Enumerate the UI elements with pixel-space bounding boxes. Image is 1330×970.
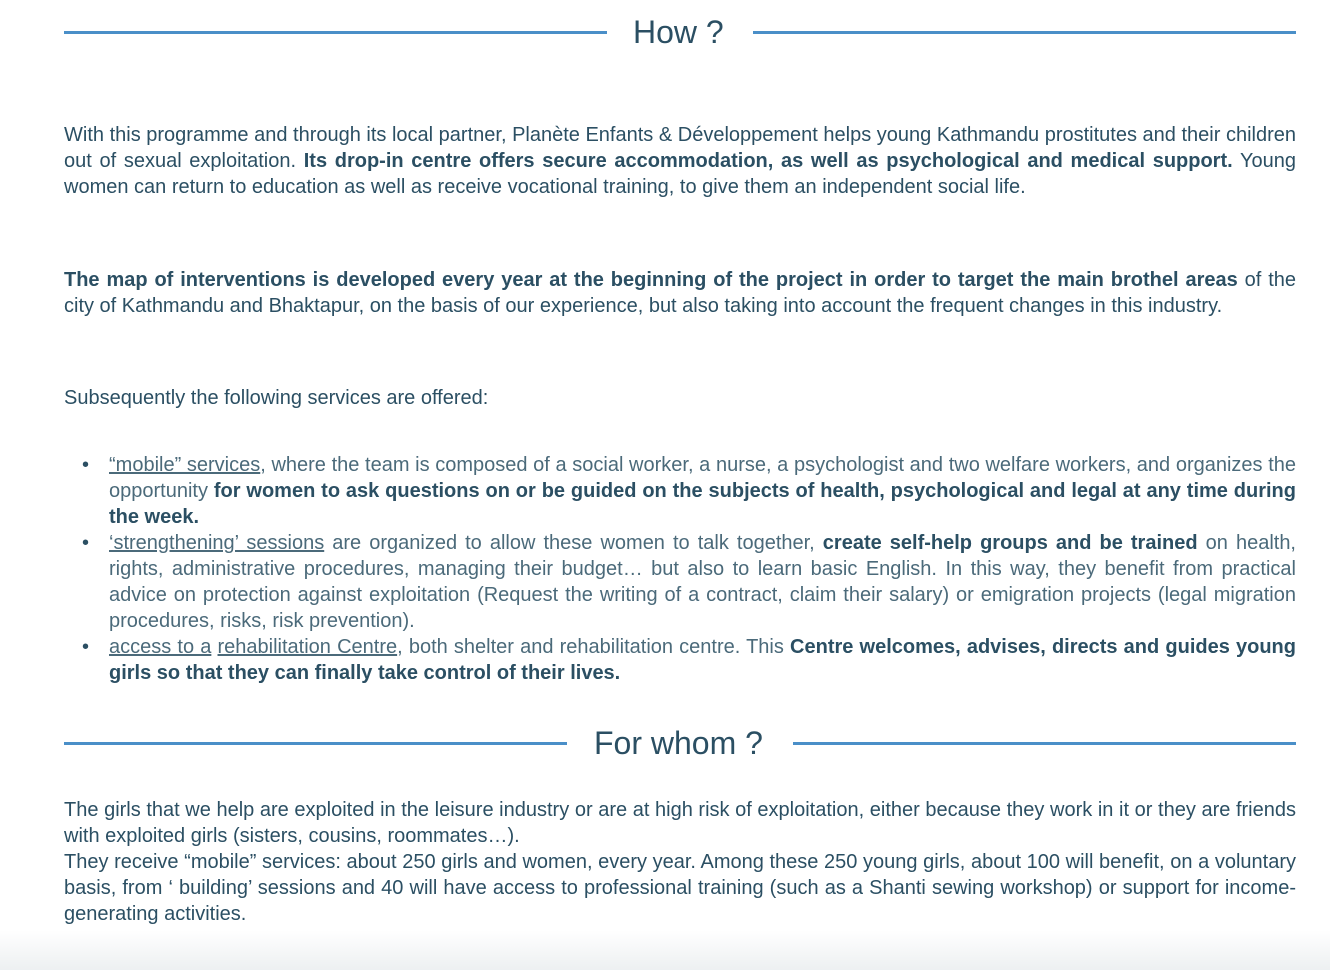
text-run: Its drop-in centre offers secure accommodation, as well as psychological and medical support. — [303, 150, 1233, 172]
text-run: on health, rights, administrative procedures, managing their budget… but also to learn basic English. In this way, they benefit from practical advice on protection against exploitation (Request the writing of a contract, claim their salary) or emigration projects (legal migration procedures, risks, risk prevention). — [109, 532, 1296, 632]
text-run: Centre welcomes, advises, directs and guides young girls so that they can finally take control of their lives. — [109, 636, 1296, 684]
text-run: “mobile” services — [109, 454, 261, 476]
text-run: create self-help groups and be trained — [822, 532, 1198, 554]
text-run: , both shelter and rehabilitation centre. This — [397, 636, 791, 658]
text-run: are organized to allow these women to talk together, — [324, 532, 823, 554]
text-run: of the city of Kathmandu and Bhaktapur, on the basis of our experience, but also taking into account the frequent changes in this industry. — [64, 269, 1296, 317]
text-run: access to a — [109, 636, 212, 658]
how-heading: How ? — [633, 14, 724, 50]
bullet-icon: • — [82, 532, 90, 554]
for-whom-heading: For whom ? — [594, 725, 763, 761]
heading-rule-left — [64, 742, 567, 745]
text-run: The map of interventions is developed every year at the beginning of the project in order to target the main brothel areas — [64, 269, 1238, 291]
service-text — [109, 636, 1296, 684]
text-run: rehabilitation Centre — [217, 636, 398, 658]
service-text — [109, 532, 1296, 632]
how-paragraph-2 — [64, 267, 1296, 319]
text-run: ‘strengthening’ sessions — [109, 532, 325, 554]
heading-rule-right — [793, 742, 1296, 745]
service-item-rehabilitation — [64, 634, 1296, 686]
how-heading-row — [64, 12, 1296, 52]
for-whom-paragraph-1: The girls that we help are exploited in the leisure industry or are at high risk of exploitation, either because they work in it or they are friends with exploited girls (sisters, cousins, roommates…). — [64, 799, 1296, 847]
text-run: for women to ask questions on or be guided on the subjects of health, psychological and legal at any time during the week. — [109, 480, 1296, 528]
how-paragraph-1 — [64, 122, 1296, 200]
how-paragraph-3: Subsequently the following services are offered: — [64, 387, 489, 409]
bottom-shade — [0, 930, 1330, 970]
text-run: Young women can return to education as well as receive vocational training, to give them an independent social life. — [64, 150, 1296, 198]
heading-rule-left — [64, 31, 607, 34]
service-item-mobile — [64, 452, 1296, 530]
for-whom-paragraph-2: They receive “mobile” services: about 250 girls and women, every year. Among these 250 young girls, about 100 will benefit, on a voluntary basis, from ‘ building’ sessions and 40 will have access to professional training (such as a Shanti sewing workshop) or support for income-generating activities. — [64, 851, 1296, 925]
service-item-strengthening — [64, 530, 1296, 634]
service-text — [109, 454, 1296, 528]
bullet-icon: • — [82, 454, 90, 476]
services-list — [64, 452, 1296, 686]
text-run: With this programme and through its local partner, Planète Enfants & Développement helps young Kathmandu prostitutes and their children out of sexual exploitation. — [64, 124, 1296, 172]
for-whom-heading-row — [64, 723, 1296, 763]
bullet-icon: • — [82, 636, 90, 658]
text-run: , where the team is composed of a social worker, a nurse, a psychologist and two welfare workers, and organizes the opportunity — [109, 454, 1296, 502]
heading-rule-right — [753, 31, 1296, 34]
